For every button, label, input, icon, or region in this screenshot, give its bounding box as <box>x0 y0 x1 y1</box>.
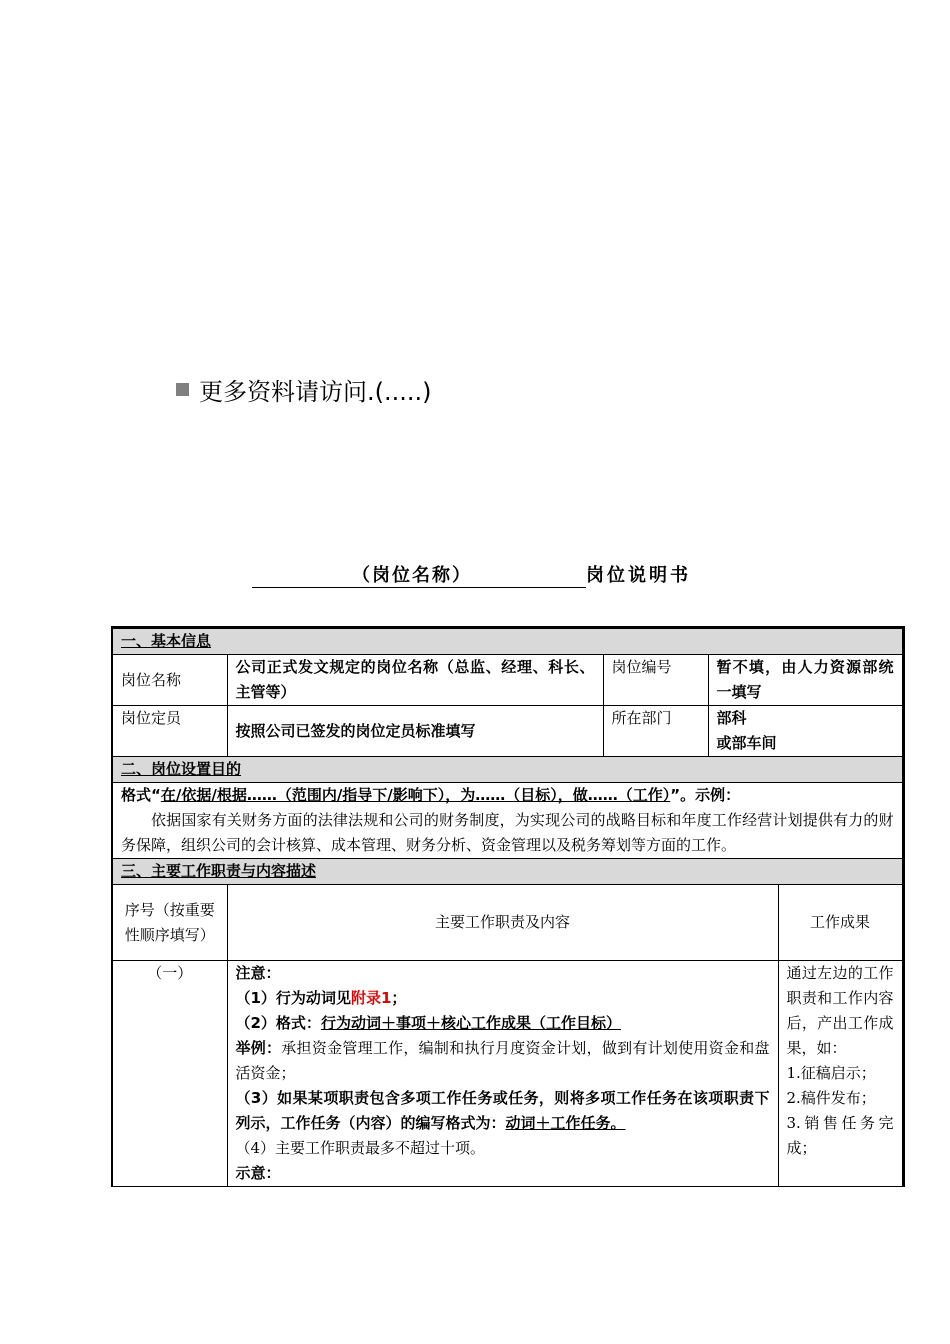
purpose-format-line <box>121 783 894 808</box>
format-body: 在/依据/根据……（范围内/指导下/影响下），为……（目标），做……（工作） <box>160 786 671 804</box>
job-description-table <box>111 626 905 1187</box>
document-title <box>252 561 691 588</box>
department-line-2: 或部车间 <box>716 734 777 752</box>
note-title: 注意： <box>235 964 281 982</box>
example-label: 举例： <box>235 1039 282 1057</box>
appendix-link[interactable]: 附录1 <box>350 989 392 1007</box>
item1-suffix: ； <box>391 989 407 1007</box>
show-label: 示意： <box>235 1164 281 1182</box>
department-line-1: 部科 <box>716 709 747 727</box>
format-prefix: 格式“ <box>121 786 161 804</box>
result-cell-1 <box>778 961 903 1187</box>
purpose-content <box>112 783 903 859</box>
item1-prefix: （1）行为动词见 <box>235 989 351 1007</box>
row-seq-1: （一） <box>112 961 227 1187</box>
note-item-3 <box>236 1086 770 1136</box>
item3-body: 动词＋工作任务。 <box>505 1114 626 1132</box>
section-basic-info-heading: 一、基本信息 <box>112 628 903 655</box>
result-item: 3.销售任务完成； <box>786 1114 894 1157</box>
square-bullet-icon <box>176 383 189 396</box>
label-position-name: 岗位名称 <box>112 655 227 706</box>
col-header-content: 主要工作职责及内容 <box>227 885 778 961</box>
item2-prefix: （2）格式： <box>235 1014 321 1032</box>
purpose-example: 依据国家有关财务方面的法律法规和公司的财务制度，为实现公司的战略目标和年度工作经营计划提供有力的财务保障，组织公司的会计核算、成本管理、财务分析、资金管理以及税务筹划等方面的工作。 <box>121 811 894 854</box>
value-position-code: 暂不填，由人力资源部统一填写 <box>708 655 903 706</box>
col-header-result: 工作成果 <box>778 885 903 961</box>
example-text: 承担资金管理工作，编制和执行月度资金计划，做到有计划使用资金和盘活资金； <box>235 1039 770 1082</box>
item2-body: 行为动词＋事项＋核心工作成果（工作目标） <box>320 1014 621 1032</box>
value-department <box>708 706 903 757</box>
label-position-code: 岗位编号 <box>603 655 708 706</box>
duty-content-1 <box>227 961 778 1187</box>
label-department: 所在部门 <box>603 706 708 757</box>
result-intro: 通过左边的工作职责和工作内容后，产出工作成果，如： <box>786 964 894 1057</box>
title-suffix: 岗位说明书 <box>586 565 691 586</box>
col-header-seq: 序号（按重要性顺序填写） <box>112 885 227 961</box>
section-duties-heading: 三、主要工作职责与内容描述 <box>112 859 903 885</box>
note-item-1 <box>236 986 770 1011</box>
value-position-quota: 按照公司已签发的岗位定员标准填写 <box>227 706 603 757</box>
format-suffix: ”。示例： <box>670 786 741 804</box>
note-item-4: （4）主要工作职责最多不超过十项。 <box>235 1139 486 1157</box>
note-item-2 <box>236 1011 770 1036</box>
section-purpose-heading: 二、岗位设置目的 <box>112 757 903 783</box>
value-position-name: 公司正式发文规定的岗位名称（总监、经理、科长、主管等） <box>227 655 603 706</box>
example-line <box>236 1036 770 1086</box>
more-info-text: 更多资料请访问.(.....) <box>199 378 432 406</box>
item3-prefix: （3）如果某项职责包含多项工作任务或任务，则将多项工作任务在该项职责下列示，工作任务（内容）的编写格式为： <box>235 1089 770 1132</box>
position-name-placeholder: （岗位名称） <box>252 561 586 588</box>
more-info-note <box>176 372 432 407</box>
result-item: 2.稿件发布； <box>786 1089 876 1107</box>
result-item: 1.征稿启示； <box>786 1064 876 1082</box>
label-position-quota: 岗位定员 <box>112 706 227 757</box>
